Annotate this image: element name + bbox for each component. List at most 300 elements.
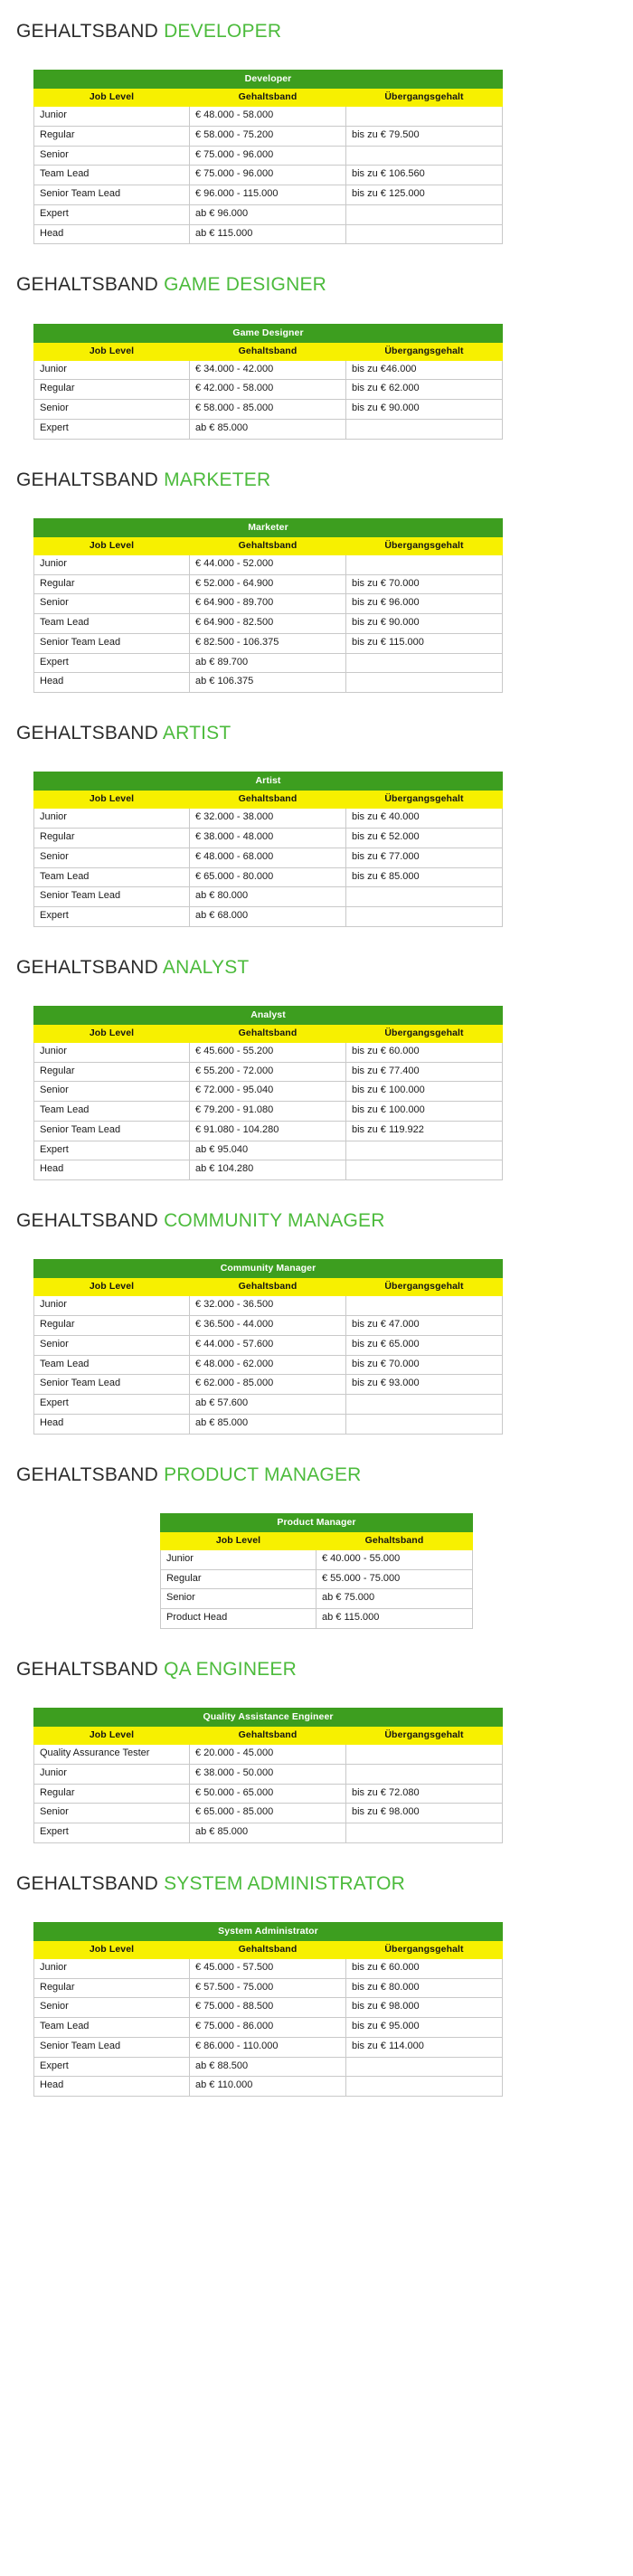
table-row <box>34 2018 503 2038</box>
salary-band-cell: ab € 88.500 <box>190 2057 346 2077</box>
table-title: Artist <box>34 772 503 791</box>
salary-band-cell: € 58.000 - 75.200 <box>190 126 346 146</box>
table-row <box>34 1375 503 1395</box>
salary-table <box>33 1922 503 2097</box>
job-level-cell: Team Lead <box>34 1355 190 1375</box>
transition-salary-cell: bis zu € 90.000 <box>346 400 503 420</box>
salary-section <box>0 1638 633 1852</box>
table-row <box>34 204 503 224</box>
transition-salary-cell <box>346 419 503 439</box>
table-row <box>34 1102 503 1122</box>
job-level-cell: Junior <box>34 809 190 829</box>
section-heading-prefix: GEHALTSBAND <box>16 1872 159 1894</box>
job-level-cell: Junior <box>34 1764 190 1784</box>
table-row <box>34 1062 503 1082</box>
transition-salary-cell <box>346 2057 503 2077</box>
salary-band-cell: € 64.900 - 89.700 <box>190 594 346 614</box>
transition-salary-cell: bis zu € 125.000 <box>346 185 503 205</box>
table-row <box>34 360 503 380</box>
salary-table-wrapper <box>0 43 633 253</box>
table-title-row <box>34 1260 503 1278</box>
job-level-cell: Junior <box>34 1958 190 1978</box>
transition-salary-cell: bis zu € 93.000 <box>346 1375 503 1395</box>
section-heading-role: QA ENGINEER <box>164 1658 297 1680</box>
section-heading-role: COMMUNITY MANAGER <box>164 1210 385 1232</box>
table-row <box>34 1296 503 1316</box>
salary-band-cell: ab € 115.000 <box>190 224 346 244</box>
transition-salary-cell <box>346 107 503 127</box>
job-level-cell: Regular <box>160 1569 316 1589</box>
job-level-cell: Head <box>34 1414 190 1434</box>
job-level-cell: Expert <box>34 907 190 927</box>
job-level-cell: Junior <box>34 1042 190 1062</box>
table-title: System Administrator <box>34 1922 503 1940</box>
job-level-cell: Senior Team Lead <box>34 887 190 907</box>
table-row <box>34 614 503 634</box>
salary-band-cell: ab € 85.000 <box>190 1414 346 1434</box>
table-row <box>160 1569 472 1589</box>
column-header-1: Job Level <box>34 536 190 554</box>
section-heading-role: ANALYST <box>162 956 250 978</box>
transition-salary-cell <box>346 204 503 224</box>
table-row <box>34 574 503 594</box>
job-level-cell: Senior <box>34 848 190 867</box>
job-level-cell: Head <box>34 673 190 693</box>
section-heading-prefix: GEHALTSBAND <box>16 1658 159 1680</box>
job-level-cell: Expert <box>34 204 190 224</box>
transition-salary-cell: bis zu € 72.080 <box>346 1784 503 1804</box>
table-row <box>34 2077 503 2097</box>
table-row <box>34 419 503 439</box>
table-row <box>34 1978 503 1998</box>
table-row <box>34 673 503 693</box>
table-header-row <box>34 1024 503 1042</box>
transition-salary-cell <box>346 2077 503 2097</box>
salary-band-cell: € 57.500 - 75.000 <box>190 1978 346 1998</box>
salary-band-cell: € 45.000 - 57.500 <box>190 1958 346 1978</box>
column-header-2: Gehaltsband <box>190 1940 346 1958</box>
column-header-2: Gehaltsband <box>190 1278 346 1296</box>
column-header-3: Übergangsgehalt <box>346 1278 503 1296</box>
table-row <box>34 1745 503 1765</box>
table-row <box>34 1160 503 1180</box>
section-heading <box>0 1444 633 1486</box>
transition-salary-cell <box>346 1296 503 1316</box>
salary-band-cell: ab € 75.000 <box>316 1589 472 1609</box>
transition-salary-cell: bis zu € 79.500 <box>346 126 503 146</box>
job-level-cell: Team Lead <box>34 2018 190 2038</box>
salary-band-cell: € 55.000 - 75.000 <box>316 1569 472 1589</box>
table-row <box>34 1823 503 1843</box>
job-level-cell: Junior <box>34 360 190 380</box>
section-heading-role: GAME DESIGNER <box>164 274 327 296</box>
job-level-cell: Quality Assurance Tester <box>34 1745 190 1765</box>
transition-salary-cell: bis zu € 90.000 <box>346 614 503 634</box>
table-row <box>34 1414 503 1434</box>
section-heading-prefix: GEHALTSBAND <box>16 469 159 490</box>
transition-salary-cell <box>346 1823 503 1843</box>
transition-salary-cell <box>346 653 503 673</box>
salary-table-wrapper <box>0 744 633 936</box>
section-heading-prefix: GEHALTSBAND <box>16 723 159 744</box>
transition-salary-cell: bis zu € 98.000 <box>346 1998 503 2018</box>
section-heading <box>0 1852 633 1895</box>
salary-band-cell: € 20.000 - 45.000 <box>190 1745 346 1765</box>
column-header-2: Gehaltsband <box>190 536 346 554</box>
section-heading <box>0 0 633 43</box>
transition-salary-cell: bis zu € 70.000 <box>346 1355 503 1375</box>
transition-salary-cell: bis zu € 77.000 <box>346 848 503 867</box>
salary-band-cell: ab € 68.000 <box>190 907 346 927</box>
salary-table-wrapper <box>0 491 633 702</box>
job-level-cell: Senior <box>34 1998 190 2018</box>
transition-salary-cell: bis zu € 100.000 <box>346 1102 503 1122</box>
transition-salary-cell <box>346 554 503 574</box>
table-row <box>34 224 503 244</box>
transition-salary-cell <box>346 1764 503 1784</box>
salary-table-wrapper <box>0 297 633 449</box>
table-row <box>160 1609 472 1629</box>
salary-band-cell: € 36.500 - 44.000 <box>190 1316 346 1336</box>
table-title-row <box>34 772 503 791</box>
job-level-cell: Junior <box>160 1549 316 1569</box>
job-level-cell: Head <box>34 224 190 244</box>
job-level-cell: Expert <box>34 653 190 673</box>
table-row <box>34 653 503 673</box>
salary-band-cell: € 38.000 - 50.000 <box>190 1764 346 1784</box>
transition-salary-cell: bis zu € 77.400 <box>346 1062 503 1082</box>
salary-band-cell: € 96.000 - 115.000 <box>190 185 346 205</box>
section-heading-prefix: GEHALTSBAND <box>16 21 159 42</box>
salary-band-cell: € 79.200 - 91.080 <box>190 1102 346 1122</box>
column-header-3: Übergangsgehalt <box>346 1024 503 1042</box>
salary-section <box>0 253 633 448</box>
transition-salary-cell <box>346 1141 503 1160</box>
transition-salary-cell <box>346 1745 503 1765</box>
transition-salary-cell: bis zu € 62.000 <box>346 380 503 400</box>
transition-salary-cell: bis zu € 95.000 <box>346 2018 503 2038</box>
job-level-cell: Regular <box>34 829 190 848</box>
salary-band-cell: ab € 85.000 <box>190 1823 346 1843</box>
salary-band-cell: € 48.000 - 62.000 <box>190 1355 346 1375</box>
column-header-2: Gehaltsband <box>190 791 346 809</box>
job-level-cell: Team Lead <box>34 614 190 634</box>
job-level-cell: Senior Team Lead <box>34 185 190 205</box>
table-row <box>34 594 503 614</box>
section-heading <box>0 702 633 744</box>
salary-band-cell: ab € 104.280 <box>190 1160 346 1180</box>
job-level-cell: Regular <box>34 574 190 594</box>
transition-salary-cell <box>346 1160 503 1180</box>
table-row <box>160 1589 472 1609</box>
job-level-cell: Senior Team Lead <box>34 2037 190 2057</box>
salary-table <box>33 1259 503 1434</box>
salary-band-cell: € 32.000 - 36.500 <box>190 1296 346 1316</box>
salary-band-cell: ab € 57.600 <box>190 1395 346 1415</box>
section-heading <box>0 936 633 979</box>
table-header-row <box>160 1531 472 1549</box>
salary-section <box>0 936 633 1189</box>
job-level-cell: Junior <box>34 554 190 574</box>
job-level-cell: Product Head <box>160 1609 316 1629</box>
transition-salary-cell: bis zu € 100.000 <box>346 1082 503 1102</box>
salary-section <box>0 1189 633 1443</box>
table-row <box>34 907 503 927</box>
column-header-3: Übergangsgehalt <box>346 89 503 107</box>
transition-salary-cell: bis zu € 40.000 <box>346 809 503 829</box>
transition-salary-cell: bis zu € 115.000 <box>346 633 503 653</box>
job-level-cell: Senior <box>34 400 190 420</box>
job-level-cell: Expert <box>34 1823 190 1843</box>
salary-section <box>0 1444 633 1638</box>
salary-band-cell: ab € 110.000 <box>190 2077 346 2097</box>
table-row <box>34 1121 503 1141</box>
salary-band-cell: € 34.000 - 42.000 <box>190 360 346 380</box>
transition-salary-cell: bis zu € 119.922 <box>346 1121 503 1141</box>
salary-band-cell: € 64.900 - 82.500 <box>190 614 346 634</box>
transition-salary-cell: bis zu € 85.000 <box>346 867 503 887</box>
transition-salary-cell: bis zu € 60.000 <box>346 1958 503 1978</box>
column-header-1: Job Level <box>34 1024 190 1042</box>
column-header-3: Übergangsgehalt <box>346 1727 503 1745</box>
table-header-row <box>34 1278 503 1296</box>
salary-table-wrapper <box>0 1895 633 2106</box>
salary-band-cell: € 44.000 - 57.600 <box>190 1335 346 1355</box>
job-level-cell: Regular <box>34 380 190 400</box>
job-level-cell: Regular <box>34 1784 190 1804</box>
section-heading-role: PRODUCT MANAGER <box>164 1463 362 1485</box>
transition-salary-cell: bis zu € 80.000 <box>346 1978 503 1998</box>
salary-section <box>0 702 633 936</box>
job-level-cell: Head <box>34 2077 190 2097</box>
column-header-1: Job Level <box>34 342 190 360</box>
table-title-row <box>160 1513 472 1531</box>
salary-band-cell: € 52.000 - 64.900 <box>190 574 346 594</box>
salary-band-cell: € 38.000 - 48.000 <box>190 829 346 848</box>
salary-band-cell: € 48.000 - 58.000 <box>190 107 346 127</box>
table-header-row <box>34 89 503 107</box>
salary-band-cell: € 62.000 - 85.000 <box>190 1375 346 1395</box>
salary-band-cell: € 32.000 - 38.000 <box>190 809 346 829</box>
table-header-row <box>34 791 503 809</box>
transition-salary-cell: bis zu € 106.560 <box>346 166 503 185</box>
job-level-cell: Senior <box>34 594 190 614</box>
table-row <box>34 887 503 907</box>
job-level-cell: Senior <box>34 1335 190 1355</box>
salary-band-cell: € 65.000 - 80.000 <box>190 867 346 887</box>
salary-band-cell: ab € 89.700 <box>190 653 346 673</box>
transition-salary-cell: bis zu € 47.000 <box>346 1316 503 1336</box>
salary-band-cell: € 65.000 - 85.000 <box>190 1804 346 1823</box>
salary-band-cell: € 55.200 - 72.000 <box>190 1062 346 1082</box>
salary-band-cell: ab € 115.000 <box>316 1609 472 1629</box>
table-row <box>34 146 503 166</box>
salary-band-cell: ab € 80.000 <box>190 887 346 907</box>
salary-band-cell: € 75.000 - 88.500 <box>190 1998 346 2018</box>
section-heading-role: SYSTEM ADMINISTRATOR <box>164 1872 405 1894</box>
job-level-cell: Senior Team Lead <box>34 1375 190 1395</box>
section-heading <box>0 449 633 491</box>
section-heading-role: MARKETER <box>164 469 271 490</box>
section-heading <box>0 1189 633 1232</box>
job-level-cell: Expert <box>34 419 190 439</box>
table-row <box>34 380 503 400</box>
table-row <box>34 166 503 185</box>
column-header-2: Gehaltsband <box>190 1727 346 1745</box>
salary-table <box>160 1513 473 1629</box>
job-level-cell: Regular <box>34 126 190 146</box>
table-title-row <box>34 324 503 342</box>
section-heading-prefix: GEHALTSBAND <box>16 956 159 978</box>
column-header-1: Job Level <box>34 1940 190 1958</box>
column-header-3: Übergangsgehalt <box>346 1940 503 1958</box>
section-heading-role: DEVELOPER <box>164 21 282 42</box>
table-title: Game Designer <box>34 324 503 342</box>
transition-salary-cell: bis zu € 60.000 <box>346 1042 503 1062</box>
job-level-cell: Senior <box>34 1082 190 1102</box>
column-header-1: Job Level <box>34 89 190 107</box>
job-level-cell: Regular <box>34 1978 190 1998</box>
salary-table <box>33 518 503 693</box>
transition-salary-cell <box>346 1395 503 1415</box>
job-level-cell: Team Lead <box>34 166 190 185</box>
table-row <box>34 1395 503 1415</box>
salary-table-wrapper <box>0 1486 633 1638</box>
column-header-3: Übergangsgehalt <box>346 536 503 554</box>
job-level-cell: Expert <box>34 1395 190 1415</box>
transition-salary-cell: bis zu € 98.000 <box>346 1804 503 1823</box>
column-header-2: Gehaltsband <box>190 1024 346 1042</box>
transition-salary-cell: bis zu €46.000 <box>346 360 503 380</box>
table-title: Product Manager <box>160 1513 472 1531</box>
table-row <box>34 1316 503 1336</box>
job-level-cell: Expert <box>34 2057 190 2077</box>
job-level-cell: Senior <box>34 146 190 166</box>
section-heading-prefix: GEHALTSBAND <box>16 1210 159 1232</box>
column-header-1: Job Level <box>34 791 190 809</box>
table-row <box>34 848 503 867</box>
salary-table <box>33 70 503 244</box>
salary-band-cell: € 75.000 - 96.000 <box>190 146 346 166</box>
salary-table <box>33 772 503 927</box>
section-heading-role: ARTIST <box>162 723 231 744</box>
table-row <box>34 126 503 146</box>
table-title: Quality Assistance Engineer <box>34 1709 503 1727</box>
column-header-3: Übergangsgehalt <box>346 342 503 360</box>
table-row <box>34 867 503 887</box>
job-level-cell: Expert <box>34 1141 190 1160</box>
column-header-2: Gehaltsband <box>190 342 346 360</box>
table-row <box>34 1082 503 1102</box>
table-row <box>34 809 503 829</box>
salary-table-wrapper <box>0 1232 633 1443</box>
column-header-2: Gehaltsband <box>190 89 346 107</box>
table-title-row <box>34 1709 503 1727</box>
table-title: Community Manager <box>34 1260 503 1278</box>
job-level-cell: Team Lead <box>34 1102 190 1122</box>
salary-band-cell: € 50.000 - 65.000 <box>190 1784 346 1804</box>
table-row <box>34 400 503 420</box>
salary-band-cell: € 75.000 - 96.000 <box>190 166 346 185</box>
salary-table-wrapper <box>0 1681 633 1852</box>
table-row <box>34 1042 503 1062</box>
salary-band-cell: € 82.500 - 106.375 <box>190 633 346 653</box>
column-header-1: Job Level <box>34 1278 190 1296</box>
section-heading-prefix: GEHALTSBAND <box>16 274 159 296</box>
transition-salary-cell <box>346 887 503 907</box>
salary-section <box>0 1852 633 2106</box>
transition-salary-cell <box>346 224 503 244</box>
salary-band-cell: € 45.600 - 55.200 <box>190 1042 346 1062</box>
table-row <box>34 829 503 848</box>
transition-salary-cell <box>346 1414 503 1434</box>
job-level-cell: Regular <box>34 1316 190 1336</box>
transition-salary-cell: bis zu € 70.000 <box>346 574 503 594</box>
table-header-row <box>34 536 503 554</box>
transition-salary-cell <box>346 146 503 166</box>
table-row <box>34 554 503 574</box>
column-header-1: Job Level <box>160 1531 316 1549</box>
table-header-row <box>34 1727 503 1745</box>
job-level-cell: Senior <box>160 1589 316 1609</box>
salary-band-cell: € 91.080 - 104.280 <box>190 1121 346 1141</box>
table-header-row <box>34 1940 503 1958</box>
salary-band-cell: ab € 96.000 <box>190 204 346 224</box>
table-row <box>34 1141 503 1160</box>
table-row <box>34 2057 503 2077</box>
section-heading <box>0 1638 633 1681</box>
table-row <box>34 1998 503 2018</box>
table-title: Marketer <box>34 518 503 536</box>
salary-table-wrapper <box>0 979 633 1189</box>
job-level-cell: Head <box>34 1160 190 1180</box>
table-row <box>34 1958 503 1978</box>
salary-band-cell: € 58.000 - 85.000 <box>190 400 346 420</box>
salary-band-cell: € 48.000 - 68.000 <box>190 848 346 867</box>
salary-band-cell: ab € 95.040 <box>190 1141 346 1160</box>
table-title-row <box>34 518 503 536</box>
salary-table <box>33 1006 503 1180</box>
job-level-cell: Junior <box>34 107 190 127</box>
table-row <box>160 1549 472 1569</box>
salary-band-cell: € 75.000 - 86.000 <box>190 2018 346 2038</box>
transition-salary-cell <box>346 907 503 927</box>
salary-table <box>33 324 503 440</box>
table-row <box>34 2037 503 2057</box>
column-header-3: Übergangsgehalt <box>346 791 503 809</box>
transition-salary-cell <box>346 673 503 693</box>
salary-table <box>33 1708 503 1843</box>
transition-salary-cell: bis zu € 52.000 <box>346 829 503 848</box>
table-row <box>34 107 503 127</box>
table-row <box>34 1355 503 1375</box>
table-row <box>34 1784 503 1804</box>
table-row <box>34 1764 503 1784</box>
table-title-row <box>34 1922 503 1940</box>
salary-band-cell: ab € 106.375 <box>190 673 346 693</box>
job-level-cell: Regular <box>34 1062 190 1082</box>
salary-section <box>0 449 633 702</box>
table-title: Developer <box>34 71 503 89</box>
table-row <box>34 185 503 205</box>
table-header-row <box>34 342 503 360</box>
job-level-cell: Senior Team Lead <box>34 633 190 653</box>
salary-section <box>0 0 633 253</box>
salary-band-cell: € 72.000 - 95.040 <box>190 1082 346 1102</box>
table-row <box>34 633 503 653</box>
salary-band-cell: € 44.000 - 52.000 <box>190 554 346 574</box>
table-title-row <box>34 71 503 89</box>
